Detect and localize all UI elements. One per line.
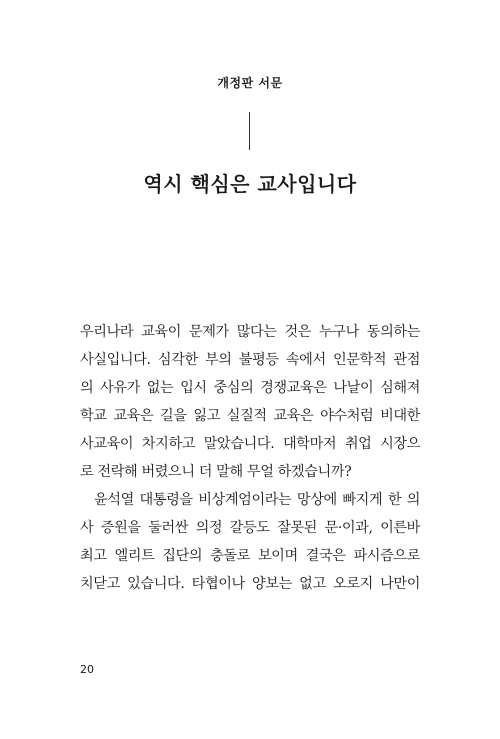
page-number: 20 <box>80 663 94 676</box>
body-text <box>80 318 420 598</box>
body-line: 사 증원을 둘러싼 의정 갈등도 잘못된 문·이과, 이른바 <box>80 520 420 536</box>
body-line: 학교 교육은 길을 잃고 실질적 교육은 야수처럼 비대한 <box>80 408 420 424</box>
body-line: 로 전락해 버렸으니 더 말해 무얼 하겠습니까? <box>80 464 352 480</box>
body-line: 의 사유가 없는 입시 중심의 경쟁교육은 나날이 심해져 <box>80 380 420 396</box>
body-line: 사교육이 차지하고 말았습니다. 대학마저 취업 시장으 <box>80 436 420 452</box>
body-line: 우리나라 교육이 문제가 많다는 것은 누구나 동의하는 <box>80 324 420 340</box>
body-line: 사실입니다. 심각한 부의 불평등 속에서 인문학적 관점 <box>80 352 420 368</box>
chapter-title: 역시 핵심은 교사입니다 <box>143 172 357 196</box>
body-line: 치닫고 있습니다. 타협이나 양보는 없고 오로지 나만이 <box>80 576 420 592</box>
body-line: 윤석열 대통령을 비상계엄이라는 망상에 빠지게 한 의 <box>94 492 420 508</box>
section-label: 개정판 서문 <box>217 76 283 90</box>
divider <box>249 112 250 150</box>
body-line: 최고 엘리트 집단의 충돌로 보이며 결국은 파시즘으로 <box>80 548 420 564</box>
